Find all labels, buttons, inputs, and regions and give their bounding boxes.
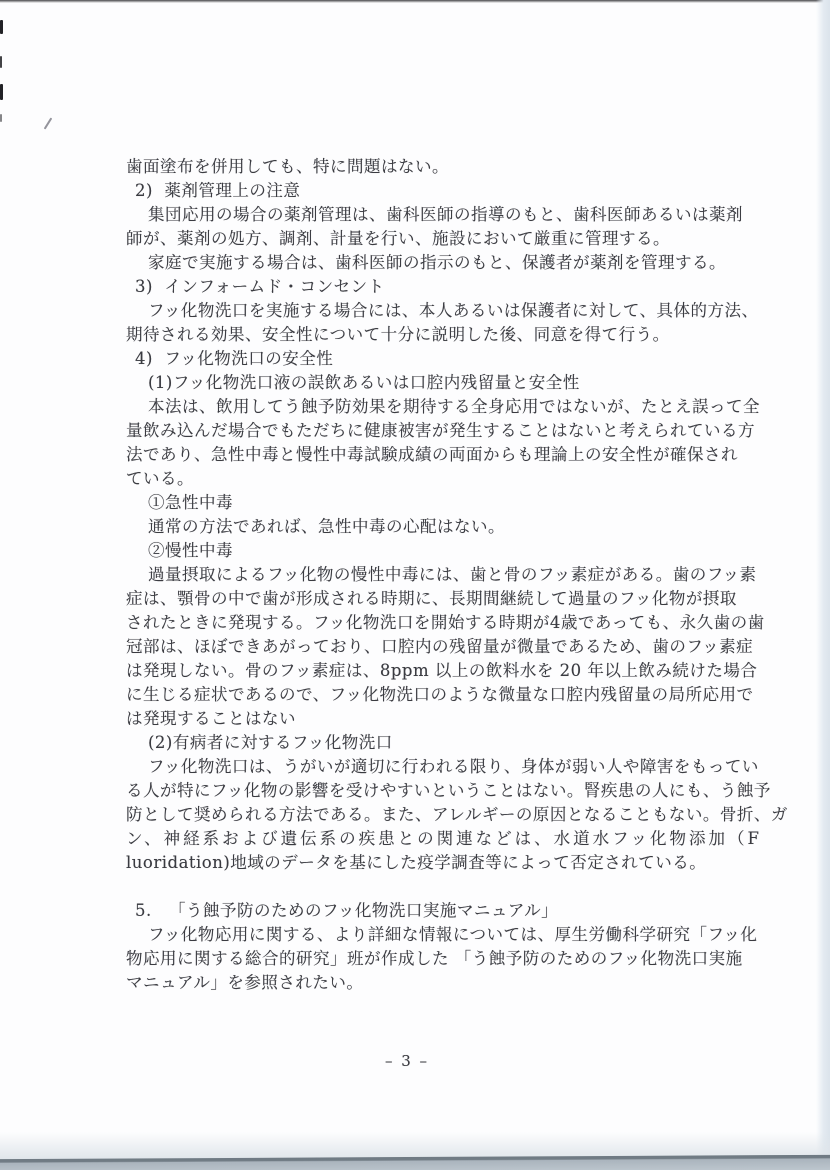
text-line: 冠部は、ほぼできあがっており、口腔内の残留量が微量であるため、歯のフッ素症 xyxy=(126,637,754,656)
document-body xyxy=(126,155,788,995)
text-line: 3) インフォームド・コンセント xyxy=(135,277,385,296)
text-line: ている。 xyxy=(126,469,194,488)
scan-artifact-top-edge xyxy=(0,0,830,3)
text-line: 症は、顎骨の中で歯が形成される時期に、長期間継続して過量のフッ化物が摂取 xyxy=(126,589,737,608)
text-line: 家庭で実施する場合は、歯科医師の指示のもと、保護者が薬剤を管理する。 xyxy=(148,253,726,272)
page-number: – 3 – xyxy=(384,1052,430,1070)
text-line: フッ化物洗口を実施する場合には、本人あるいは保護者に対して、具体的方法、 xyxy=(148,301,759,320)
text-line: フッ化物応用に関する、より詳細な情報については、厚生労働科学研究「フッ化 xyxy=(148,925,758,944)
text-line: 防として奨められる方法である。また、アレルギーの原因となることもない。骨折、ガ xyxy=(126,805,788,824)
text-line: は発現しない。骨のフッ素症は、8ppm 以上の飲料水を 20 年以上飲み続けた場合 xyxy=(126,661,758,680)
text-line: ②慢性中毒 xyxy=(148,541,233,560)
text-line: に生じる症状であるので、フッ化物洗口のような微量な口腔内残留量の局所応用で xyxy=(126,685,754,704)
text-line: 5. 「う蝕予防のためのフッ化物洗口実施マニュアル」 xyxy=(135,901,559,920)
text-line: 2) 薬剤管理上の注意 xyxy=(135,181,301,200)
scan-artifact-edge-mark xyxy=(0,114,2,122)
scan-artifact-right-paper-edge xyxy=(816,0,830,1170)
blank-line xyxy=(126,875,726,899)
text-line: ン、神経系および遺伝系の疾患との関連などは、水道水フッ化物添加（F xyxy=(126,829,762,848)
text-line: は発現することはない xyxy=(126,709,296,728)
scan-artifact-speck xyxy=(44,117,53,129)
text-line: されたときに発現する。フッ化物洗口を開始する時期が4歳であっても、永久歯の歯 xyxy=(126,613,765,632)
scan-artifact-edge-mark xyxy=(0,56,2,68)
text-line: 本法は、飲用してう蝕予防効果を期待する全身応用ではないが、たとえ誤って全 xyxy=(148,397,760,416)
text-line: る人が特にフッ化物の影響を受けやすいということはない。腎疾患の人にも、う蝕予 xyxy=(126,781,771,800)
text-line: フッ化物洗口は、うがいが適切に行われる限り、身体が弱い人や障害をもってい xyxy=(148,757,759,776)
text-line: マニュアル」を参照されたい。 xyxy=(126,973,364,992)
text-line: ①急性中毒 xyxy=(148,493,233,512)
text-line: 法であり、急性中毒と慢性中毒試験成績の両面からも理論上の安全性が確保され xyxy=(126,445,738,464)
text-line: 期待される効果、安全性について十分に説明した後、同意を得て行う。 xyxy=(126,325,670,344)
text-line: 集団応用の場合の薬剤管理は、歯科医師の指導のもと、歯科医師あるいは薬剤 xyxy=(148,205,743,224)
text-line: 歯面塗布を併用しても、特に問題はない。 xyxy=(126,157,449,176)
scan-artifact-edge-mark xyxy=(0,20,3,34)
text-line: (1)フッ化物洗口液の誤飲あるいは口腔内残留量と安全性 xyxy=(148,373,580,392)
text-line: luoridation)地域のデータを基にした疫学調査等によって否定されている。 xyxy=(126,853,707,872)
text-line: 4) フッ化物洗口の安全性 xyxy=(135,349,334,368)
scan-artifact-edge-mark xyxy=(0,84,3,100)
text-line: 通常の方法であれば、急性中毒の心配はない。 xyxy=(148,517,505,536)
text-line: 師が、薬剤の処方、調剤、計量を行い、施設において厳重に管理する。 xyxy=(126,229,670,248)
text-line: 物応用に関する総合的研究」班が作成した 「う蝕予防のためのフッ化物洗口実施 xyxy=(126,949,743,968)
text-line: 過量摂取によるフッ化物の慢性中毒には、歯と骨のフッ素症がある。歯のフッ素 xyxy=(148,565,757,584)
text-line: 量飲み込んだ場合でもただちに健康被害が発生することはないと考えられている方 xyxy=(126,421,755,440)
text-line: (2)有病者に対するフッ化物洗口 xyxy=(148,733,393,752)
